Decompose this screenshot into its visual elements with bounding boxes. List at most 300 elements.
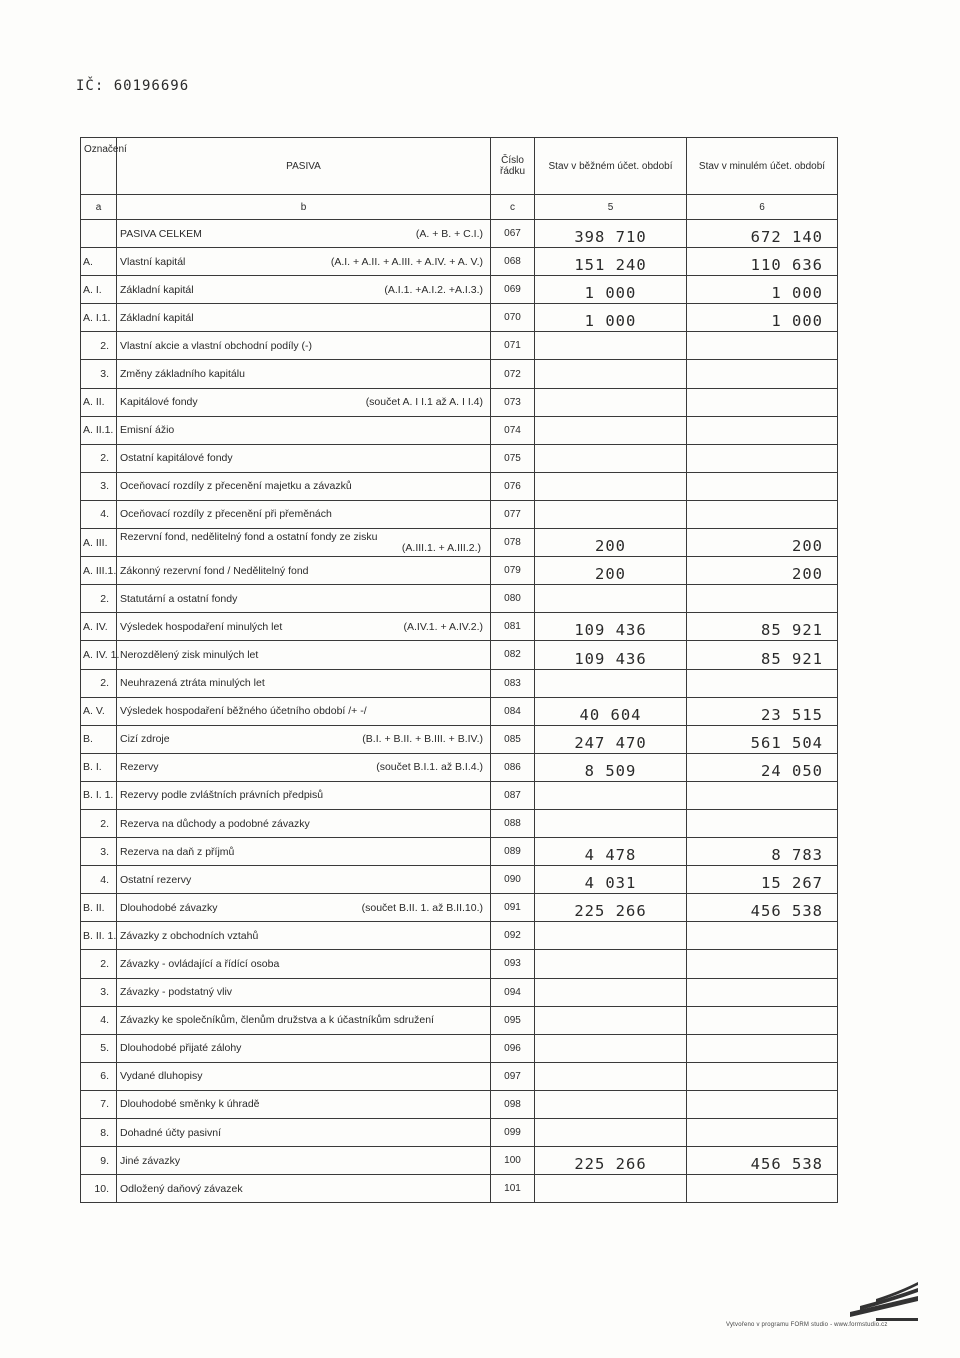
row-name — [117, 472, 491, 500]
row-code-text: 10. — [94, 1182, 109, 1195]
row-name-text: Ostatní rezervy — [120, 873, 192, 886]
row-name — [117, 1147, 491, 1175]
row-name-text: Oceňovací rozdíly z přecenění majetku a závazků — [120, 480, 352, 493]
row-code — [81, 809, 117, 837]
row-name — [117, 388, 491, 416]
row-name-text: Závazky - podstatný vliv — [120, 986, 233, 999]
row-code-text: B. — [83, 733, 93, 746]
row-code — [81, 1090, 117, 1118]
row-name — [117, 1119, 491, 1147]
row-value-current — [535, 416, 687, 444]
row-code — [81, 388, 117, 416]
row-number: 074 — [491, 416, 535, 444]
row-value-current: 109 436 — [535, 641, 687, 669]
table-row — [81, 388, 838, 416]
row-value-previous: 24 050 — [687, 753, 838, 781]
row-value-previous — [687, 781, 838, 809]
row-value-current: 247 470 — [535, 725, 687, 753]
table-row — [81, 613, 838, 641]
row-name-text: Základní kapitál — [120, 311, 194, 324]
row-code-text: 3. — [100, 368, 109, 381]
row-name — [117, 276, 491, 304]
row-code — [81, 894, 117, 922]
row-formula: (B.I. + B.II. + B.III. + B.IV.) — [362, 733, 483, 746]
row-number: 086 — [491, 753, 535, 781]
row-value-previous — [687, 978, 838, 1006]
row-code-text: 7. — [100, 1098, 109, 1111]
row-number: 088 — [491, 809, 535, 837]
col-header-oznaceni: Označení — [81, 138, 117, 195]
row-code-text: 2. — [100, 677, 109, 690]
row-value-previous: 456 538 — [687, 894, 838, 922]
row-value-previous — [687, 444, 838, 472]
row-code-text: 3. — [100, 480, 109, 493]
table-row — [81, 1062, 838, 1090]
row-name-text: Dlouhodobé závazky — [120, 901, 218, 914]
row-value-current: 398 710 — [535, 220, 687, 248]
row-value-previous — [687, 472, 838, 500]
row-number: 101 — [491, 1175, 535, 1203]
row-number: 067 — [491, 220, 535, 248]
row-name-text: Dlouhodobé přijaté zálohy — [120, 1042, 242, 1055]
row-value-previous: 200 — [687, 557, 838, 585]
row-code — [81, 500, 117, 528]
row-value-previous — [687, 500, 838, 528]
row-value-current: 1 000 — [535, 276, 687, 304]
row-value-current — [535, 388, 687, 416]
row-value-previous — [687, 1090, 838, 1118]
row-value-current — [535, 809, 687, 837]
row-name — [117, 669, 491, 697]
row-value-previous — [687, 1119, 838, 1147]
row-code-text: 2. — [100, 592, 109, 605]
col-header-minule-obdobi: Stav v minulém účet. období — [687, 138, 838, 195]
table-row — [81, 248, 838, 276]
row-number: 073 — [491, 388, 535, 416]
row-code — [81, 1034, 117, 1062]
table-row — [81, 809, 838, 837]
row-code-text: 9. — [100, 1154, 109, 1167]
row-name — [117, 1062, 491, 1090]
table-row — [81, 1034, 838, 1062]
row-name-text: Zákonný rezervní fond / Nedělitelný fond — [120, 564, 309, 577]
row-value-current — [535, 781, 687, 809]
row-name — [117, 304, 491, 332]
form-studio-footnote: Vytvořeno v programu FORM studio - www.formstudio.cz — [726, 1322, 888, 1328]
row-value-current — [535, 1062, 687, 1090]
row-value-current — [535, 472, 687, 500]
row-value-current — [535, 950, 687, 978]
row-value-current — [535, 978, 687, 1006]
row-code-text: B. I. — [83, 761, 102, 774]
row-code — [81, 866, 117, 894]
row-code — [81, 444, 117, 472]
row-name — [117, 360, 491, 388]
row-name-text: Nerozdělený zisk minulých let — [120, 648, 259, 661]
row-value-current: 8 509 — [535, 753, 687, 781]
row-value-current — [535, 360, 687, 388]
row-name-text: Výsledek hospodaření běžného účetního období /+ -/ — [120, 705, 367, 718]
row-value-previous: 23 515 — [687, 697, 838, 725]
row-number: 079 — [491, 557, 535, 585]
row-name — [117, 416, 491, 444]
row-formula: (součet A. I I.1 až A. I I.4) — [365, 396, 483, 409]
row-value-current: 4 478 — [535, 838, 687, 866]
row-code — [81, 950, 117, 978]
row-code-text: A. V. — [83, 705, 105, 718]
table-row — [81, 332, 838, 360]
row-name — [117, 500, 491, 528]
row-name — [117, 641, 491, 669]
table-row — [81, 276, 838, 304]
row-value-current — [535, 1034, 687, 1062]
row-name — [117, 781, 491, 809]
row-name-text: Rezerva na důchody a podobné závazky — [120, 817, 310, 830]
row-number: 083 — [491, 669, 535, 697]
row-number: 096 — [491, 1034, 535, 1062]
row-code — [81, 220, 117, 248]
row-name — [117, 809, 491, 837]
row-name — [117, 248, 491, 276]
row-code-text: 2. — [100, 452, 109, 465]
row-number: 071 — [491, 332, 535, 360]
table-body — [81, 220, 838, 1203]
row-value-current — [535, 669, 687, 697]
row-number: 076 — [491, 472, 535, 500]
row-value-current: 225 266 — [535, 894, 687, 922]
row-formula: (součet B.I.1. až B.I.4.) — [376, 761, 483, 774]
table-row — [81, 866, 838, 894]
table-row — [81, 697, 838, 725]
row-code — [81, 585, 117, 613]
row-number: 068 — [491, 248, 535, 276]
row-name — [117, 753, 491, 781]
row-name — [117, 697, 491, 725]
row-code-text: A. III.1. — [83, 564, 117, 577]
row-code-text: B. II. — [83, 901, 105, 914]
row-value-current — [535, 922, 687, 950]
row-code-text: 2. — [100, 817, 109, 830]
row-name — [117, 922, 491, 950]
row-value-current: 225 266 — [535, 1147, 687, 1175]
row-code — [81, 276, 117, 304]
row-code-text: A. IV. 1. — [83, 648, 120, 661]
row-code — [81, 1147, 117, 1175]
row-code-text: 6. — [100, 1070, 109, 1083]
row-name — [117, 725, 491, 753]
row-number: 097 — [491, 1062, 535, 1090]
col-number-6: 6 — [687, 195, 838, 220]
row-code-text: A. — [83, 255, 93, 268]
row-name-text: Závazky ke společníkům, členům družstva a k účastníkům sdružení — [120, 1014, 434, 1027]
row-number: 080 — [491, 585, 535, 613]
row-name-text: Vydané dluhopisy — [120, 1070, 203, 1083]
row-formula: (A.I. + A.II. + A.III. + A.IV. + A. V.) — [330, 255, 483, 268]
row-number: 100 — [491, 1147, 535, 1175]
table-row — [81, 894, 838, 922]
row-name-text: Dlouhodobé směnky k úhradě — [120, 1098, 260, 1111]
row-name — [117, 444, 491, 472]
row-value-previous: 110 636 — [687, 248, 838, 276]
table-row — [81, 838, 838, 866]
row-value-current: 200 — [535, 557, 687, 585]
row-value-previous: 561 504 — [687, 725, 838, 753]
row-name-text: Dohadné účty pasivní — [120, 1126, 221, 1139]
row-number: 089 — [491, 838, 535, 866]
row-number: 084 — [491, 697, 535, 725]
row-value-previous: 85 921 — [687, 613, 838, 641]
row-value-previous — [687, 416, 838, 444]
row-name-text: Závazky z obchodních vztahů — [120, 929, 259, 942]
row-code — [81, 669, 117, 697]
row-value-previous — [687, 332, 838, 360]
row-code — [81, 1062, 117, 1090]
row-value-current — [535, 1006, 687, 1034]
row-name — [117, 220, 491, 248]
col-number-5: 5 — [535, 195, 687, 220]
row-name — [117, 332, 491, 360]
row-name-text: Ostatní kapitálové fondy — [120, 452, 233, 465]
row-value-previous — [687, 1062, 838, 1090]
table-row — [81, 472, 838, 500]
row-code-text: 3. — [100, 986, 109, 999]
table-row — [81, 669, 838, 697]
row-value-previous — [687, 1006, 838, 1034]
row-number: 070 — [491, 304, 535, 332]
row-name — [117, 613, 491, 641]
row-code — [81, 248, 117, 276]
table-row — [81, 529, 838, 557]
row-code-text: A. IV. — [83, 620, 108, 633]
row-name — [117, 866, 491, 894]
row-value-previous: 1 000 — [687, 304, 838, 332]
pasiva-table — [80, 137, 838, 1203]
row-value-previous: 85 921 — [687, 641, 838, 669]
row-code — [81, 781, 117, 809]
row-code-text: A. I.1. — [83, 311, 111, 324]
table-row — [81, 1175, 838, 1203]
table-row — [81, 922, 838, 950]
row-code-text: A. III. — [83, 536, 108, 549]
table-row — [81, 641, 838, 669]
row-code — [81, 613, 117, 641]
row-number: 090 — [491, 866, 535, 894]
row-value-current — [535, 1090, 687, 1118]
table-row — [81, 444, 838, 472]
row-value-previous — [687, 950, 838, 978]
table-row — [81, 500, 838, 528]
table-row — [81, 753, 838, 781]
row-value-previous: 200 — [687, 529, 838, 557]
row-code-text: 4. — [100, 1014, 109, 1027]
row-code — [81, 416, 117, 444]
row-value-current — [535, 332, 687, 360]
row-number: 078 — [491, 529, 535, 557]
row-code — [81, 1175, 117, 1203]
ico-number: IČ: 60196696 — [76, 78, 190, 94]
row-name — [117, 838, 491, 866]
row-code-text: A. II.1. — [83, 424, 114, 437]
row-value-previous: 672 140 — [687, 220, 838, 248]
row-code — [81, 978, 117, 1006]
row-name — [117, 585, 491, 613]
row-code — [81, 641, 120, 669]
row-name-text: Rezerva na daň z příjmů — [120, 845, 235, 858]
row-formula: (A.IV.1. + A.IV.2.) — [403, 620, 483, 633]
row-name — [117, 1090, 491, 1118]
row-code-text: A. I. — [83, 283, 102, 296]
row-number: 072 — [491, 360, 535, 388]
table-row — [81, 1119, 838, 1147]
row-name-text: Vlastní akcie a vlastní obchodní podíly (-) — [120, 339, 313, 352]
row-value-current — [535, 1175, 687, 1203]
row-code — [81, 725, 117, 753]
row-code-text: 2. — [100, 339, 109, 352]
row-value-previous — [687, 1034, 838, 1062]
row-name-text: Vlastní kapitál — [120, 255, 186, 268]
row-value-current — [535, 1119, 687, 1147]
row-name-text: Změny základního kapitálu — [120, 368, 245, 381]
row-code — [81, 304, 117, 332]
row-code-text: 2. — [100, 957, 109, 970]
row-name-text: Cizí zdroje — [120, 733, 170, 746]
row-name-text: Odložený daňový závazek — [120, 1182, 243, 1195]
row-value-previous: 1 000 — [687, 276, 838, 304]
row-number: 077 — [491, 500, 535, 528]
row-name-text: Základní kapitál — [120, 283, 194, 296]
table-row — [81, 1147, 838, 1175]
row-value-previous — [687, 809, 838, 837]
row-value-current — [535, 444, 687, 472]
row-code — [81, 472, 117, 500]
row-value-previous — [687, 585, 838, 613]
table-row — [81, 1090, 838, 1118]
table-row — [81, 950, 838, 978]
row-name-text: Kapitálové fondy — [120, 396, 198, 409]
row-name — [117, 978, 491, 1006]
table-row — [81, 360, 838, 388]
row-value-current: 4 031 — [535, 866, 687, 894]
row-name-text: PASIVA CELKEM — [120, 227, 202, 240]
row-code — [81, 922, 117, 950]
row-name-text: Oceňovací rozdíly z přecenění při přeměnách — [120, 508, 332, 521]
row-value-previous — [687, 669, 838, 697]
row-number: 082 — [491, 641, 535, 669]
row-number: 094 — [491, 978, 535, 1006]
row-code-text: 4. — [100, 873, 109, 886]
row-code-text: B. II. 1. — [83, 929, 117, 942]
row-name-text: Rezervy — [120, 761, 159, 774]
row-value-previous: 15 267 — [687, 866, 838, 894]
row-number: 099 — [491, 1119, 535, 1147]
row-name — [117, 950, 491, 978]
row-number: 085 — [491, 725, 535, 753]
table-row — [81, 220, 838, 248]
row-code-text: 5. — [100, 1042, 109, 1055]
row-value-previous: 456 538 — [687, 1147, 838, 1175]
row-number: 075 — [491, 444, 535, 472]
row-code — [81, 360, 117, 388]
row-code — [81, 697, 117, 725]
row-number: 098 — [491, 1090, 535, 1118]
row-code — [81, 753, 117, 781]
row-name — [117, 1006, 491, 1034]
row-number: 095 — [491, 1006, 535, 1034]
row-value-previous — [687, 1175, 838, 1203]
row-number: 092 — [491, 922, 535, 950]
row-number: 069 — [491, 276, 535, 304]
row-name — [117, 529, 491, 557]
row-formula: (A.I.1. +A.I.2. +A.I.3.) — [384, 283, 483, 296]
table-row — [81, 725, 838, 753]
row-value-previous — [687, 360, 838, 388]
col-letter-b: b — [117, 195, 491, 220]
row-code-text: 4. — [100, 508, 109, 521]
col-header-cislo-radku: Číslo řádku — [491, 138, 535, 195]
form-studio-logo — [846, 1282, 922, 1322]
row-code — [81, 1119, 117, 1147]
row-name — [117, 894, 491, 922]
row-name — [117, 1175, 491, 1203]
row-code — [81, 557, 117, 585]
balance-sheet-liabilities — [80, 137, 837, 1203]
table-row — [81, 304, 838, 332]
row-name-text: Statutární a ostatní fondy — [120, 592, 238, 605]
table-row — [81, 978, 838, 1006]
row-number: 081 — [491, 613, 535, 641]
col-letter-a: a — [81, 195, 117, 220]
row-name-text: Závazky - ovládající a řídící osoba — [120, 957, 280, 970]
row-value-previous — [687, 388, 838, 416]
row-number: 091 — [491, 894, 535, 922]
row-code — [81, 1006, 117, 1034]
row-name-text: Rezervy podle zvláštních právních předpisů — [120, 789, 324, 802]
row-code-text: B. I. 1. — [83, 789, 114, 802]
row-value-current — [535, 500, 687, 528]
row-name — [117, 557, 491, 585]
col-letter-c: c — [491, 195, 535, 220]
row-name-text: Rezervní fond, nedělitelný fond a ostatní fondy ze zisku — [120, 530, 378, 543]
table-row — [81, 585, 838, 613]
row-name — [117, 1034, 491, 1062]
col-header-bezne-obdobi: Stav v běžném účet. období — [535, 138, 687, 195]
row-name-text: Emisní ážio — [120, 424, 175, 437]
row-number: 087 — [491, 781, 535, 809]
row-name-text: Neuhrazená ztráta minulých let — [120, 677, 265, 690]
row-name-text: Jiné závazky — [120, 1154, 181, 1167]
row-value-current: 200 — [535, 529, 687, 557]
row-number: 093 — [491, 950, 535, 978]
table-row — [81, 416, 838, 444]
row-code-text: 8. — [100, 1126, 109, 1139]
table-row — [81, 1006, 838, 1034]
row-value-current — [535, 585, 687, 613]
col-header-pasiva: PASIVA — [117, 138, 491, 195]
row-value-previous — [687, 922, 838, 950]
row-name-text: Výsledek hospodaření minulých let — [120, 620, 283, 633]
row-code — [81, 332, 117, 360]
row-formula: (součet B.II. 1. až B.II.10.) — [361, 901, 483, 914]
row-value-previous: 8 783 — [687, 838, 838, 866]
row-code — [81, 529, 117, 557]
row-value-current: 1 000 — [535, 304, 687, 332]
table-row — [81, 557, 838, 585]
row-code-text: A. II. — [83, 396, 105, 409]
row-value-current: 109 436 — [535, 613, 687, 641]
row-code-text: 3. — [100, 845, 109, 858]
row-formula: (A. + B. + C.I.) — [415, 227, 483, 240]
row-value-current: 151 240 — [535, 248, 687, 276]
